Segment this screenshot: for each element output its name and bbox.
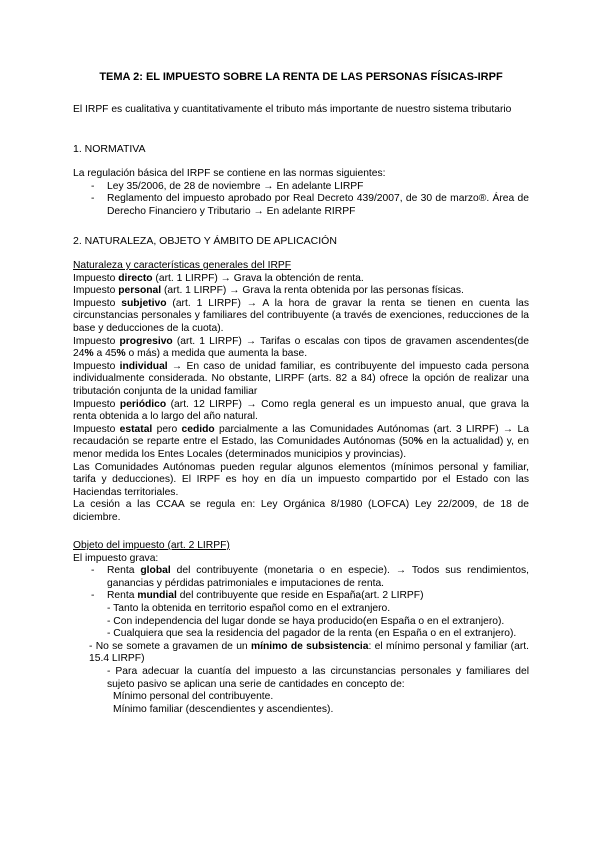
naturaleza-block (73, 260, 529, 524)
paragraph-grava: El impuesto grava: (73, 552, 159, 564)
list-item: - Renta global del contribuyente (monetaria o en especie). → Todos sus rendimientos, ganancias y pérdidas patrimoniales e imputaciones de renta. (73, 565, 529, 590)
section-heading-naturaleza: 2. NATURALEZA, OBJETO Y ÁMBITO DE APLICACIÓN (73, 235, 337, 247)
objeto-list (73, 565, 529, 603)
minimo-familiar-item: Mínimo familiar (descendientes y ascendientes). (113, 703, 334, 715)
subheading-naturaleza: Naturaleza y características generales del IRPF (73, 260, 292, 271)
minimo-personal-item: Mínimo personal del contribuyente. (113, 691, 274, 703)
paragraph-directo: Impuesto directo (art. 1 LIRPF) → Grava la obtención de renta. (73, 272, 364, 284)
subheading-objeto: Objeto del impuesto (art. 2 LIRPF) (73, 540, 230, 551)
paragraph-progresivo: Impuesto progresivo (art. 1 LIRPF) → Tarifas o escalas con tipos de gravamen ascendentes(de 24% a 45% o más) a medida que aumenta la base. (73, 335, 529, 360)
normativa-list (73, 181, 529, 219)
mundial-detail-1: - Tanto la obtenida en territorio español como en el extranjero. (107, 602, 391, 614)
list-item: - Reglamento del impuesto aprobado por Real Decreto 439/2007, de 30 de marzo®. Área de Derecho Financiero y Tributario → En adelante RIRPF (73, 193, 529, 218)
document-title: TEMA 2: EL IMPUESTO SOBRE LA RENTA DE LAS PERSONAS FÍSICAS-IRPF (99, 71, 503, 83)
objeto-block (73, 540, 529, 716)
intro-paragraph: El IRPF es cualitativa y cuantitativamente el tributo más importante de nuestro sistema tributario (73, 104, 512, 115)
paragraph-subjetivo: Impuesto subjetivo (art. 1 LIRPF) → A la hora de gravar la renta se tienen en cuenta las circunstancias personales y familiares del contribuyente (a través de exenciones, reducciones de la base y deducciones de la cuota). (73, 297, 530, 334)
paragraph-adecuar: - Para adecuar la cuantía del impuesto a las circunstancias personales y familiares del sujeto pasivo se aplican una serie de cantidades en concepto de: (107, 665, 529, 690)
normativa-lead: La regulación básica del IRPF se contiene en las normas siguientes: (73, 168, 386, 179)
paragraph-ccaa: Las Comunidades Autónomas pueden regular algunos elementos (mínimos personal y familiar, tarifa y deducciones). El IRPF es hoy en día un impuesto compartido por el Estado con las Haciendas territoriales. (73, 461, 529, 498)
normativa-block (73, 168, 529, 218)
list-item: - Renta mundial del contribuyente que reside en España(art. 2 LIRPF) (73, 590, 529, 603)
paragraph-individual: Impuesto individual → En caso de unidad familiar, es contribuyente del impuesto cada persona individualmente considerada. No obstante, LIRPF (arts. 82 a 84) ofrece la opción de realizar una tributación conjunta de la unidad familiar (73, 360, 529, 397)
paragraph-cesion: La cesión a las CCAA se regula en: Ley Orgánica 8/1980 (LOFCA) Ley 22/2009, de 18 de diciembre. (73, 499, 529, 523)
paragraph-minimo: - No se somete a gravamen de un mínimo de subsistencia: el mínimo personal y familiar (art. 15.4 LIRPF) (89, 640, 529, 665)
paragraph-estatal: Impuesto estatal pero cedido parcialmente a las Comunidades Autónomas (art. 3 LIRPF) → La recaudación se reparte entre el Estado, las Comunidades Autónomas (50% en la actualidad) y, en menor medida los Entes Locales (determinados municipios y provincias). (73, 423, 529, 460)
mundial-detail-2: - Con independencia del lugar donde se haya producido(en España o en el extranjero). (107, 615, 505, 627)
paragraph-personal: Impuesto personal (art. 1 LIRPF) → Grava la renta obtenida por las personas físicas. (73, 285, 464, 297)
section-heading-normativa: 1. NORMATIVA (73, 143, 146, 155)
paragraph-periodico: Impuesto periódico (art. 12 LIRPF) → Como regla general es un impuesto anual, que grava la renta obtenida a lo largo del año natural. (73, 398, 530, 423)
mundial-detail-3: - Cualquiera que sea la residencia del pagador de la renta (en España o en el extranjero). (107, 628, 517, 640)
list-item: - Ley 35/2006, de 28 de noviembre → En adelante LIRPF (73, 181, 529, 194)
